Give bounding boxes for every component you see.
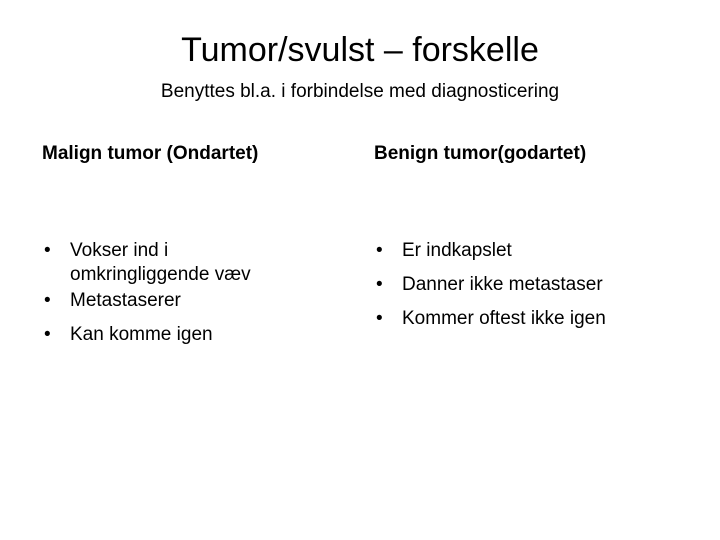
malign-bullet-list (42, 239, 342, 357)
list-item (42, 289, 342, 313)
bullet-icon: • (44, 240, 51, 261)
slide-title: Tumor/svulst – forskelle (181, 31, 539, 69)
bullet-icon: • (376, 240, 383, 261)
bullet-text: Kan komme igen (70, 324, 213, 345)
benign-bullet-list (374, 239, 694, 341)
benign-heading: Benign tumor(godartet) (374, 143, 587, 164)
bullet-text: Metastaserer (70, 290, 181, 311)
malign-column (42, 142, 362, 345)
malign-heading: Malign tumor (Ondartet) (42, 143, 259, 164)
bullet-icon: • (376, 308, 383, 329)
bullet-icon: • (376, 274, 383, 295)
list-item (42, 239, 342, 287)
list-item (374, 239, 694, 263)
bullet-text: Er indkapslet (402, 240, 512, 261)
slide-subtitle: Benyttes bl.a. i forbindelse med diagnosticering (160, 81, 560, 102)
bullet-icon: • (44, 290, 51, 311)
bullet-text: Kommer oftest ikke igen (402, 308, 606, 329)
benign-column (374, 142, 694, 329)
list-item (42, 323, 342, 347)
bullet-icon: • (44, 324, 51, 345)
bullet-text: Vokser ind i omkringliggende væv (70, 240, 251, 285)
bullet-text: Danner ikke metastaser (402, 274, 603, 295)
list-item (374, 273, 694, 297)
list-item (374, 307, 694, 331)
